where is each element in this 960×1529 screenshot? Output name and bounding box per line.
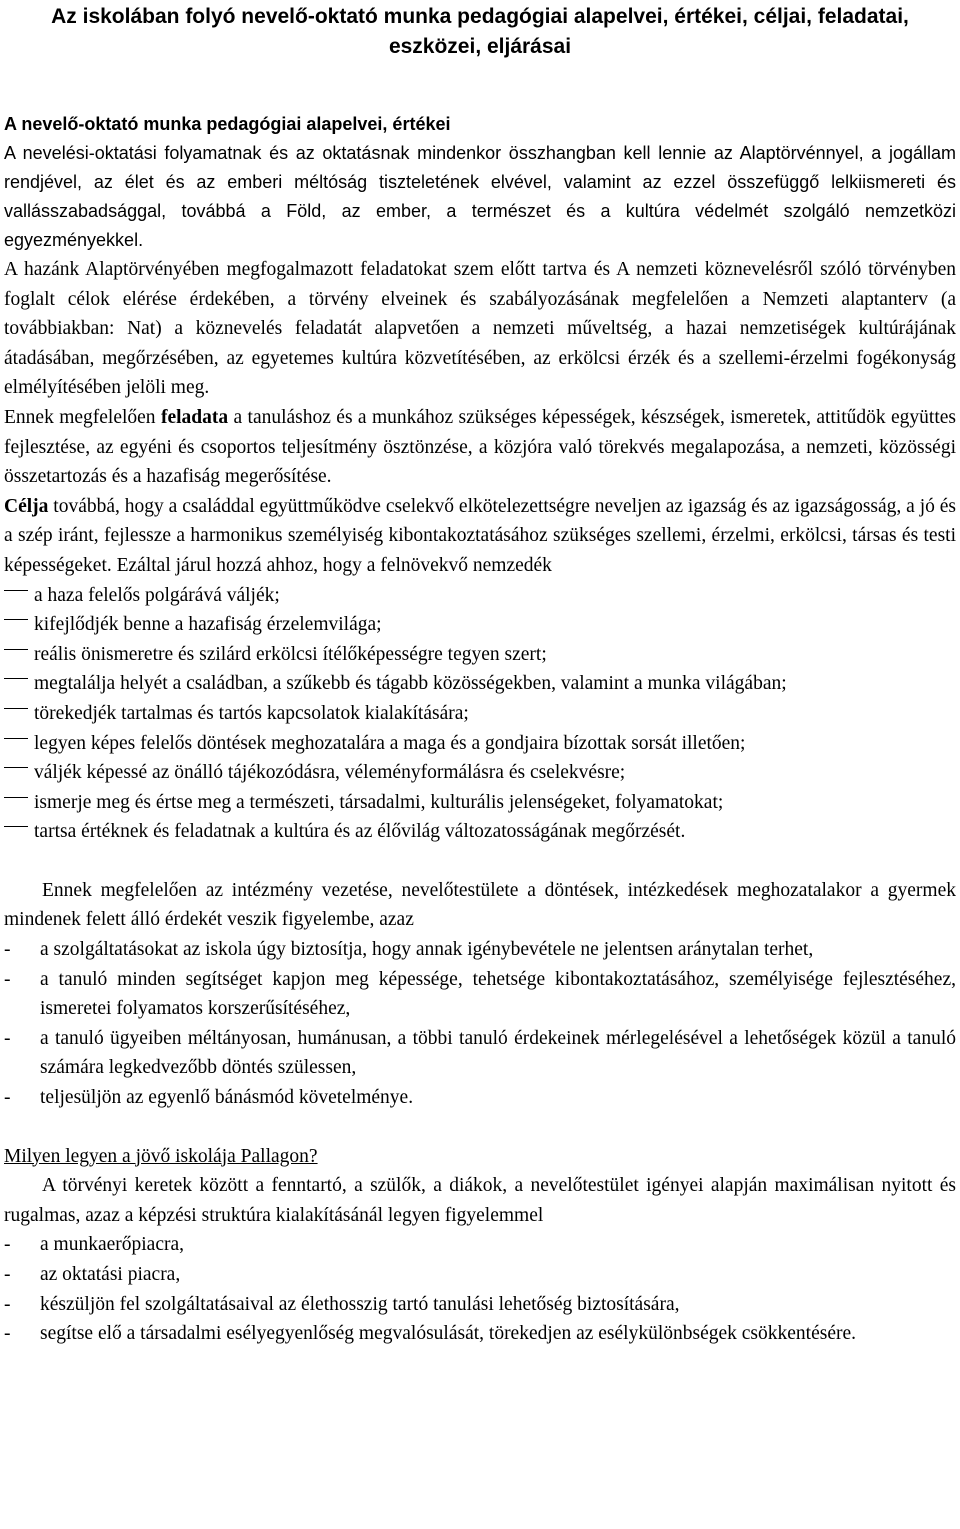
dash-bullet	[4, 708, 28, 709]
hyphen-marker: -	[4, 1234, 11, 1256]
list-item: - a tanuló ügyeiben méltányosan, humánusan, a többi tanuló érdekeinek mérlegelésével a lehetőségek közül a tanuló számára legkedvezőbb döntés szülessen,	[4, 1024, 956, 1083]
dash-bullet	[4, 738, 28, 739]
dash-list-item: a haza felelős polgárává váljék;	[4, 581, 956, 611]
hyphen-marker: -	[4, 1264, 11, 1285]
dash-bullet	[4, 797, 28, 798]
dash-list-item: tartsa értéknek és feladatnak a kultúra és az élővilág változatosságának megőrzését.	[4, 817, 956, 847]
hyphen-marker: -	[4, 1087, 11, 1109]
hyphen-marker: -	[4, 968, 11, 990]
task-text-before: Ennek megfelelően	[4, 406, 161, 428]
dash-list-item: törekedjék tartalmas és tartós kapcsolatok kialakítására;	[4, 699, 956, 729]
nat-paragraph: A hazánk Alaptörvényében megfogalmazott feladatokat szem előtt tartva és A nemzeti köznevelésről szóló törvényben foglalt célok elérése érdekében, a törvény elveinek és szabályozásának megfelelően a Nemzeti alaptanterv (a továbbiakban: Nat) a köznevelés feladatát alapvetően a nemzeti műveltség, a hazai nemzetiségek kultúrájának átadásában, megőrzésében, az egyetemes kultúra közvetítésében, az erkölcsi érzék és a szellemi-érzelmi fogékonyság elmélyítésében jelöli meg.	[4, 259, 956, 399]
spacer	[4, 847, 956, 876]
section-heading-future-school: Milyen legyen a jövő iskolája Pallagon?	[4, 1145, 318, 1167]
document-title	[4, 0, 956, 62]
dash-bullet	[4, 767, 28, 768]
dash-list-item: váljék képessé az önálló tájékozódásra, véleményformálásra és cselekvésre;	[4, 758, 956, 788]
dash-list-item: reális önismeretre és szilárd erkölcsi ítélőképességre tegyen szert;	[4, 640, 956, 670]
spacer	[4, 1113, 956, 1142]
task-paragraph	[4, 403, 956, 492]
list-item: - az oktatási piacra,	[4, 1260, 956, 1290]
dash-list-item: kifejlődjék benne a hazafiság érzelemvilága;	[4, 610, 956, 640]
dash-bullet	[4, 590, 28, 591]
list-item: - készüljön fel szolgáltatásaival az élethosszig tartó tanulási lehetőség biztosítására,	[4, 1290, 956, 1320]
list-item: - a munkaerőpiacra,	[4, 1230, 956, 1260]
hyphen-marker: -	[4, 1293, 11, 1315]
title-line-2: eszközei, eljárásai	[388, 35, 572, 58]
list-item: - segítse elő a társadalmi esélyegyenlőség megvalósulását, törekedjen az esélykülönbségek csökkentésére.	[4, 1319, 956, 1349]
title-line-1: Az iskolában folyó nevelő-oktató munka pedagógiai alapelvei, értékei, céljai, feladatai,	[51, 5, 909, 28]
future-school-hyphen-list	[4, 1230, 956, 1348]
principles-intro-paragraph: A nevelési-oktatási folyamatnak és az oktatásnak mindenkor összhangban kell lennie az Alaptörvénnyel, a jogállam rendjével, az élet és az emberi méltóság tiszteletének elvével, valamint az ezzel összefüggő lelkiismereti és vallásszabadsággal, továbbá a Föld, az ember, a természet és a kultúra védelmét szolgáló nemzetközi egyezményekkel.	[4, 143, 956, 250]
task-text-after: a tanuláshoz és a munkához szükséges képességek, készségek, ismeretek, attitűdök együttes fejlesztése, az egyéni és csoportos teljesítmény ösztönzése, a közjóra való törekvés megalapozása, a nemzeti, közösségi összetartozás és a hazafiság megerősítése.	[4, 406, 957, 488]
institution-paragraph: Ennek megfelelően az intézmény vezetése, nevelőtestülete a döntések, intézkedések meghozatalakor a gyermek mindenek felett álló érdekét veszik figyelembe, azaz	[4, 879, 956, 931]
dash-bullet	[4, 678, 28, 679]
list-item: - teljesüljön az egyenlő bánásmód követelménye.	[4, 1083, 956, 1113]
goal-paragraph	[4, 492, 956, 581]
dash-bullet	[4, 649, 28, 650]
goals-dash-list	[4, 581, 956, 847]
task-bold-word: feladata	[160, 406, 229, 428]
hyphen-marker: -	[4, 1323, 11, 1345]
hyphen-marker: -	[4, 1027, 11, 1049]
dash-list-item: ismerje meg és értse meg a természeti, társadalmi, kulturális jelenségeket, folyamatokat;	[4, 788, 956, 818]
dash-bullet	[4, 619, 28, 620]
dash-list-item: legyen képes felelős döntések meghozatalára a maga és a gondjaira bízottak sorsát illetően;	[4, 729, 956, 759]
institution-hyphen-list	[4, 935, 956, 1113]
future-school-paragraph: A törvényi keretek között a fenntartó, a szülők, a diákok, a nevelőtestület igényei alapján maximálisan nyitott és rugalmas, azaz a képzési struktúra kialakításánál legyen figyelemmel	[4, 1175, 956, 1226]
list-item: - a szolgáltatásokat az iskola úgy biztosítja, hogy annak igénybevétele ne jelentsen aránytalan terhet,	[4, 935, 956, 965]
hyphen-marker: -	[4, 939, 11, 961]
list-item: - a tanuló minden segítséget kapjon meg képessége, tehetsége kibontakoztatásához, személyisége fejlesztéséhez, ismeretei folyamatos korszerűsítéséhez,	[4, 965, 956, 1024]
goal-bold-word: Célja	[4, 495, 49, 517]
goal-text-after: továbbá, hogy a családdal együttműködve cselekvő elkötelezettségre neveljen az igazság és az igazságosság, a jó és a szép iránt, fejlessze a harmonikus személyiség kibontakoztatásához szükséges szellemi, érzelmi, erkölcsi, társas és testi képességeket. Ezáltal járul hozzá ahhoz, hogy a felnövekvő nemzedék	[4, 495, 956, 576]
section-heading-principles: A nevelő-oktató munka pedagógiai alapelvei, értékei	[4, 114, 451, 134]
dash-list-item: megtalálja helyét a családban, a szűkebb és tágabb közösségekben, valamint a munka világában;	[4, 669, 956, 699]
dash-bullet	[4, 826, 28, 827]
